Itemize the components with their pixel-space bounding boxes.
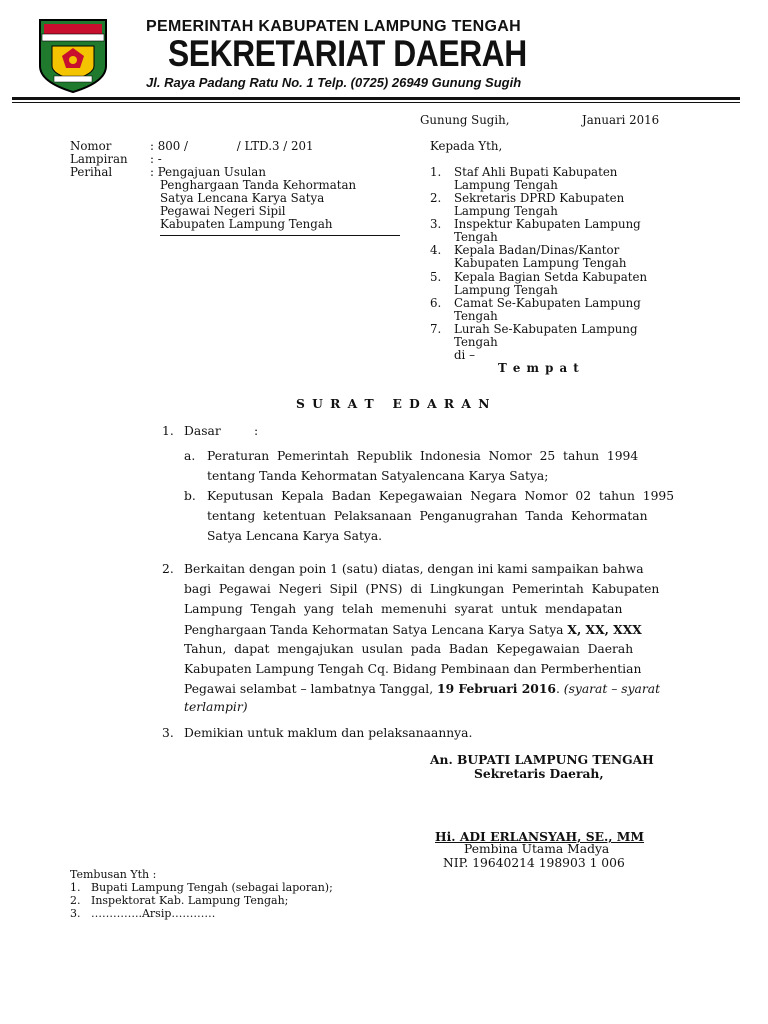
regency-seal-logo xyxy=(36,16,110,94)
point-number: 1. xyxy=(162,424,174,438)
perihal-line: Kabupaten Lampung Tengah xyxy=(160,217,333,231)
years-bold: X, XX, XXX xyxy=(567,622,642,637)
body-text: Pegawai selambat – lambatnya Tanggal, xyxy=(184,682,438,696)
recipient-num: 4. xyxy=(430,243,442,257)
body-line: Satya Lencana Karya Satya. xyxy=(207,529,383,543)
body-text: . xyxy=(555,682,564,696)
letter-title: S U R A T E D A R A N xyxy=(296,396,491,411)
requirements-note: terlampir) xyxy=(184,700,248,714)
requirements-note: (syarat – syarat xyxy=(563,682,661,696)
point-label: Dasar xyxy=(184,424,221,438)
body-line: Demikian untuk maklum dan pelaksanaannya. xyxy=(184,726,473,740)
recipients-di: di – xyxy=(454,348,475,362)
letterhead-address: Jl. Raya Padang Ratu No. 1 Telp. (0725) 26949 Gunung Sugih xyxy=(146,75,522,90)
perihal-line: Satya Lencana Karya Satya xyxy=(160,191,325,205)
body-line: Kabupaten Lampung Tengah Cq. Bidang Pembinaan dan Permberhentian xyxy=(184,662,642,676)
body-line: Peraturan Pemerintah Republik Indonesia Nomor 25 tahun 1994 xyxy=(207,449,639,463)
letterhead-government: PEMERINTAH KABUPATEN LAMPUNG TENGAH xyxy=(146,18,521,35)
perihal-label: Perihal xyxy=(70,165,113,179)
perihal-underline xyxy=(160,235,400,236)
recipient-line: Staf Ahli Bupati Kabupaten xyxy=(454,165,618,179)
recipient-num: 3. xyxy=(430,217,442,231)
body-line: Tahun, dapat mengajukan usulan pada Badan Kepegawaian Daerah xyxy=(184,642,634,656)
body-line: tentang ketentuan Pelaksanaan Penganugrahan Tanda Kehormatan xyxy=(207,509,648,523)
body-line: bagi Pegawai Negeri Sipil (PNS) di Lingkungan Pemerintah Kabupaten xyxy=(184,582,660,596)
recipient-line: Lampung Tengah xyxy=(454,178,558,192)
recipient-num: 5. xyxy=(430,270,442,284)
recipient-line: Tengah xyxy=(454,230,498,244)
letter-date: Januari 2016 xyxy=(582,113,660,127)
lampiran-label: Lampiran xyxy=(70,152,128,166)
sub-letter: a. xyxy=(184,449,196,463)
perihal-line: Penghargaan Tanda Kehormatan xyxy=(160,178,357,192)
recipient-line: Inspektur Kabupaten Lampung xyxy=(454,217,641,231)
recipient-line: Lampung Tengah xyxy=(454,283,558,297)
point-number: 2. xyxy=(162,562,174,576)
body-text: Penghargaan Tanda Kehormatan Satya Lencana Karya Satya xyxy=(184,623,568,637)
recipient-line: Tengah xyxy=(454,309,498,323)
recipient-line: Lurah Se-Kabupaten Lampung xyxy=(454,322,638,336)
body-line: tentang Tanda Kehormatan Satyalencana Karya Satya; xyxy=(207,469,549,483)
recipient-line: Lampung Tengah xyxy=(454,204,558,218)
tembusan-item: 3. …………..Arsip………… xyxy=(70,907,216,920)
letterhead-rule-thin xyxy=(12,102,740,103)
signatory-nip: NIP. 19640214 198903 1 006 xyxy=(443,856,625,870)
recipient-line: Sekretaris DPRD Kabupaten xyxy=(454,191,625,205)
recipient-num: 6. xyxy=(430,296,442,310)
body-line: Lampung Tengah yang telah memenuhi syarat untuk mendapatan xyxy=(184,602,623,616)
deadline-date: 19 Februari 2016 xyxy=(437,681,556,696)
perihal-line: : Pengajuan Usulan xyxy=(150,165,266,179)
recipient-num: 1. xyxy=(430,165,442,179)
sub-letter: b. xyxy=(184,489,196,503)
signature-title: An. BUPATI LAMPUNG TENGAH xyxy=(430,752,654,767)
point-colon: : xyxy=(254,424,259,438)
recipient-line: Camat Se-Kabupaten Lampung xyxy=(454,296,641,310)
recipient-num: 2. xyxy=(430,191,442,205)
recipient-line: Kepala Bagian Setda Kabupaten xyxy=(454,270,648,284)
signatory-rank: Pembina Utama Madya xyxy=(464,842,610,856)
letter-place: Gunung Sugih, xyxy=(420,113,510,127)
body-line xyxy=(184,681,660,696)
body-line: Berkaitan dengan poin 1 (satu) diatas, dengan ini kami sampaikan bahwa xyxy=(184,562,644,576)
recipient-num: 7. xyxy=(430,322,442,336)
letterhead-rule-thick xyxy=(12,97,740,100)
nomor-value: : 800 / / LTD.3 / 201 xyxy=(150,139,314,153)
point-number: 3. xyxy=(162,726,174,740)
body-line: Keputusan Kepala Badan Kepegawaian Negara Nomor 02 tahun 1995 xyxy=(207,489,675,503)
letterhead-office: SEKRETARIAT DAERAH xyxy=(168,33,527,74)
tembusan-item: 2. Inspektorat Kab. Lampung Tengah; xyxy=(70,894,289,907)
tembusan-title: Tembusan Yth : xyxy=(70,868,157,881)
signature-position: Sekretaris Daerah, xyxy=(474,766,604,781)
lampiran-value: : - xyxy=(150,152,162,166)
recipient-line: Tengah xyxy=(454,335,498,349)
nomor-label: Nomor xyxy=(70,139,112,153)
recipient-line: Kabupaten Lampung Tengah xyxy=(454,256,627,270)
signatory-name: Hi. ADI ERLANSYAH, SE., MM xyxy=(435,829,645,844)
body-line xyxy=(184,622,642,637)
recipient-line: Kepala Badan/Dinas/Kantor xyxy=(454,243,620,257)
recipients-tempat: T e m p a t xyxy=(498,361,580,375)
tembusan-item: 1. Bupati Lampung Tengah (sebagai laporan); xyxy=(70,881,333,894)
perihal-line: Pegawai Negeri Sipil xyxy=(160,204,286,218)
recipients-greeting: Kepada Yth, xyxy=(430,139,503,153)
